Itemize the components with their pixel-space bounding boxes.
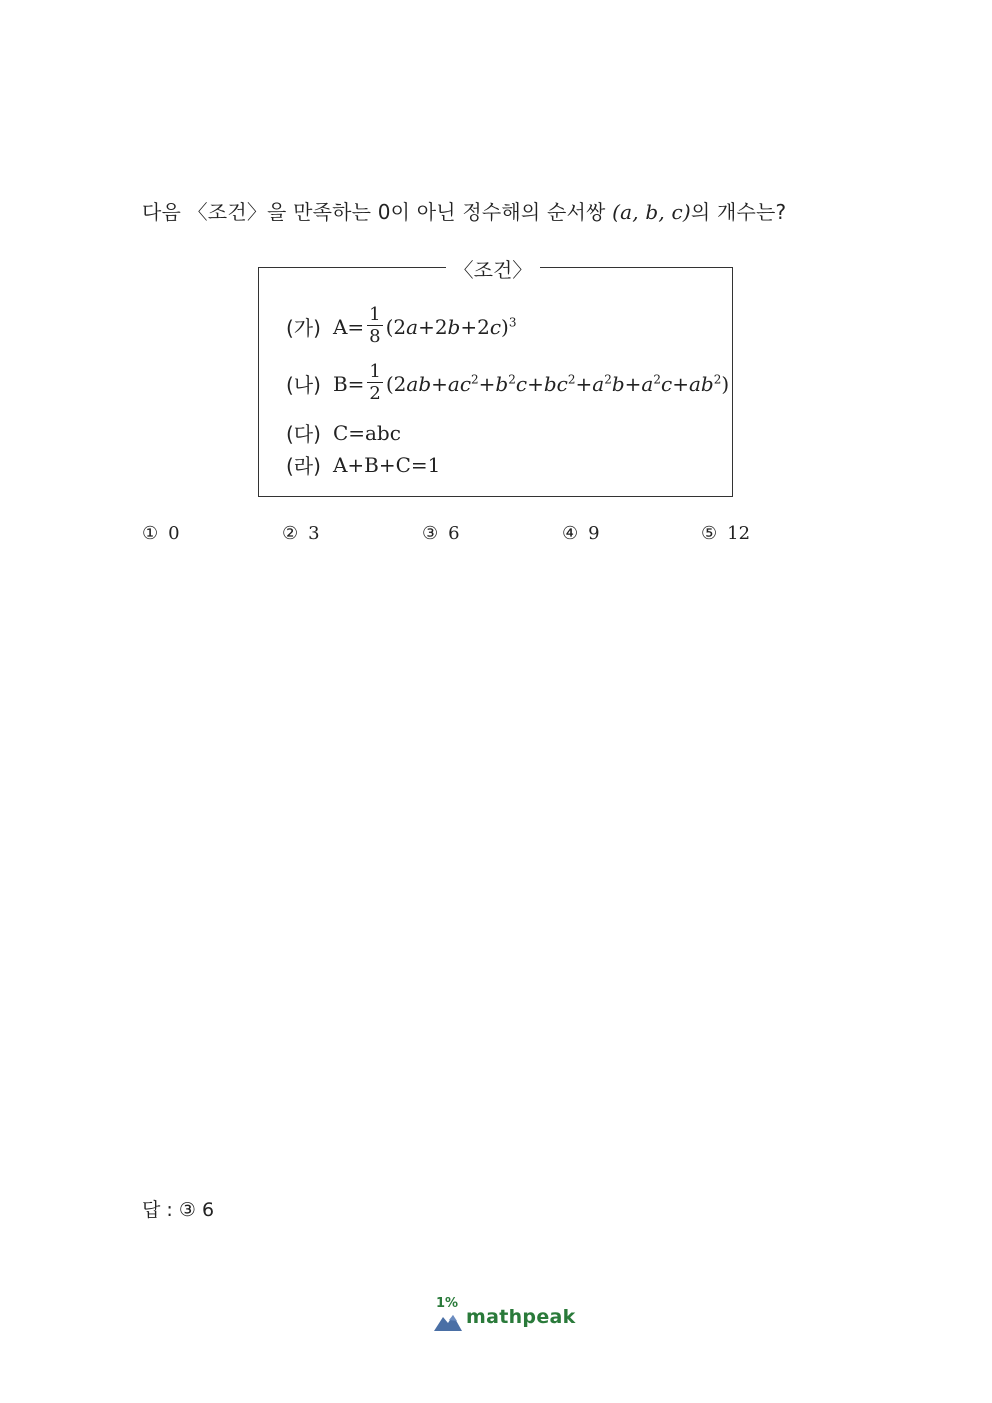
question-suffix: 의 개수는? <box>690 200 787 224</box>
fraction-one-eighth: $\frac{1}{8}$ <box>369 304 381 347</box>
condition-ga-lhs: A= <box>332 314 365 339</box>
condition-ra-label: (라) <box>286 454 321 478</box>
choice-4[interactable]: ④ 9 <box>562 523 600 544</box>
answer-choices <box>0 523 992 551</box>
condition-na-expr: $(2ab+ac^2+b^2c+bc^2+a^2b+a^2c+ab^2)$ <box>385 371 730 396</box>
condition-na-lhs: B= <box>332 371 365 396</box>
logo-percent: 1% <box>436 1296 459 1311</box>
fraction-one-half: $\frac{1}{2}$ <box>369 361 381 404</box>
condition-da-label: (다) <box>286 422 321 446</box>
condition-title: 〈조건〉 <box>446 254 540 283</box>
answer-line <box>142 1195 214 1222</box>
condition-ga <box>286 305 517 348</box>
condition-da-expr: C=abc <box>332 420 401 445</box>
question-tuple: (a, b, c) <box>612 200 691 224</box>
condition-ga-label: (가) <box>286 316 321 340</box>
condition-ga-expr: $(2a+2b+2c)^3$ <box>385 314 517 339</box>
answer-mark: ③ <box>178 1199 196 1221</box>
choice-2[interactable]: ② 3 <box>282 523 320 544</box>
mathpeak-logo <box>434 1296 574 1336</box>
condition-ra-expr: A+B+C=1 <box>332 452 441 477</box>
answer-value: 6 <box>201 1199 215 1221</box>
condition-ra <box>286 450 440 479</box>
condition-na <box>286 362 729 405</box>
choice-1[interactable]: ① 0 <box>142 523 180 544</box>
condition-da <box>286 418 401 447</box>
mountain-icon <box>434 1313 462 1331</box>
logo-text: mathpeak <box>466 1306 576 1328</box>
question-prefix: 다음 〈조건〉을 만족하는 0이 아닌 정수해의 순서쌍 <box>142 200 613 224</box>
answer-label: 답 : <box>142 1199 173 1221</box>
condition-na-label: (나) <box>286 373 321 397</box>
question-text <box>142 196 786 225</box>
choice-5[interactable]: ⑤ 12 <box>701 523 751 544</box>
choice-3[interactable]: ③ 6 <box>422 523 460 544</box>
